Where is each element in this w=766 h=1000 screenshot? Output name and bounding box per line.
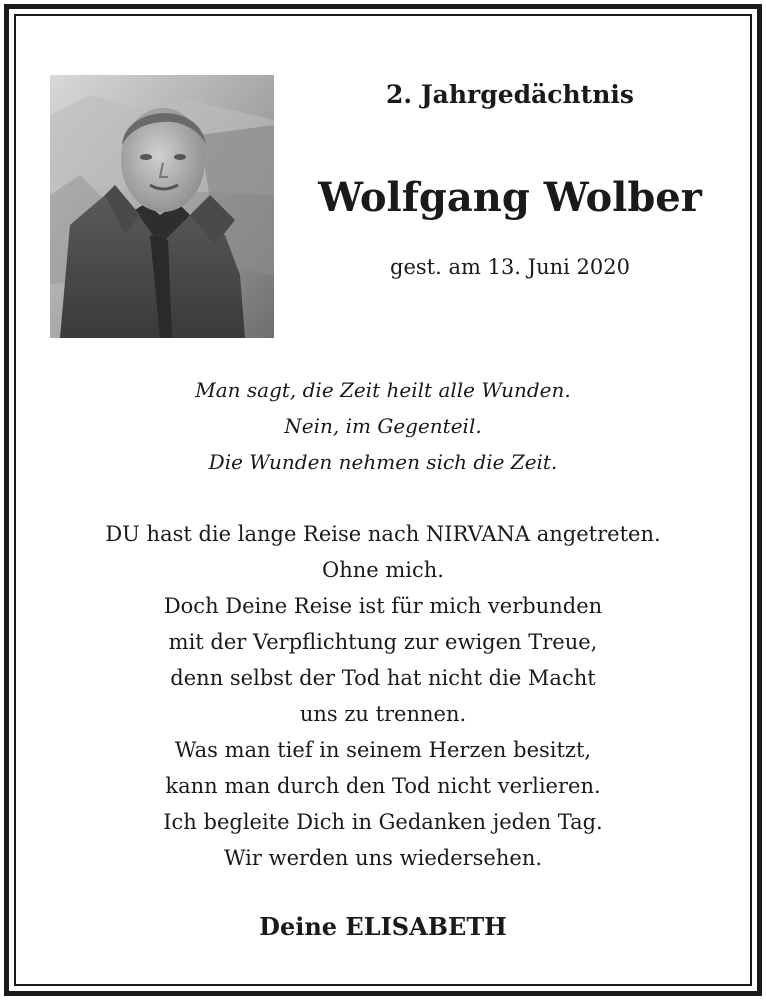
message-line: Doch Deine Reise ist für mich verbunden	[163, 594, 603, 618]
anniversary-heading: 2. Jahrgedächtnis	[386, 80, 634, 109]
message-line: DU hast die lange Reise nach NIRVANA angetreten.	[105, 522, 661, 546]
message-line: kann man durch den Tod nicht verlieren.	[165, 774, 601, 798]
quote-line: Man sagt, die Zeit heilt alle Wunden.	[195, 378, 571, 402]
deceased-name: Wolfgang Wolber	[318, 174, 702, 221]
portrait-photo	[50, 75, 274, 338]
message-line: uns zu trennen.	[299, 702, 467, 726]
message-line: Was man tief in seinem Herzen besitzt,	[174, 738, 592, 762]
message-line: Wir werden uns wiedersehen.	[223, 846, 543, 870]
quote-line: Nein, im Gegenteil.	[284, 414, 482, 438]
quote-block	[60, 372, 706, 480]
message-block	[30, 516, 736, 876]
death-date: gest. am 13. Juni 2020	[390, 255, 630, 279]
message-line: mit der Verpflichtung zur ewigen Treue,	[168, 630, 598, 654]
message-line: denn selbst der Tod hat nicht die Macht	[170, 666, 596, 690]
quote-line: Die Wunden nehmen sich die Zeit.	[208, 450, 558, 474]
message-line: Ohne mich.	[322, 558, 444, 582]
signature: Deine ELISABETH	[259, 912, 507, 941]
message-line: Ich begleite Dich in Gedanken jeden Tag.	[163, 810, 603, 834]
